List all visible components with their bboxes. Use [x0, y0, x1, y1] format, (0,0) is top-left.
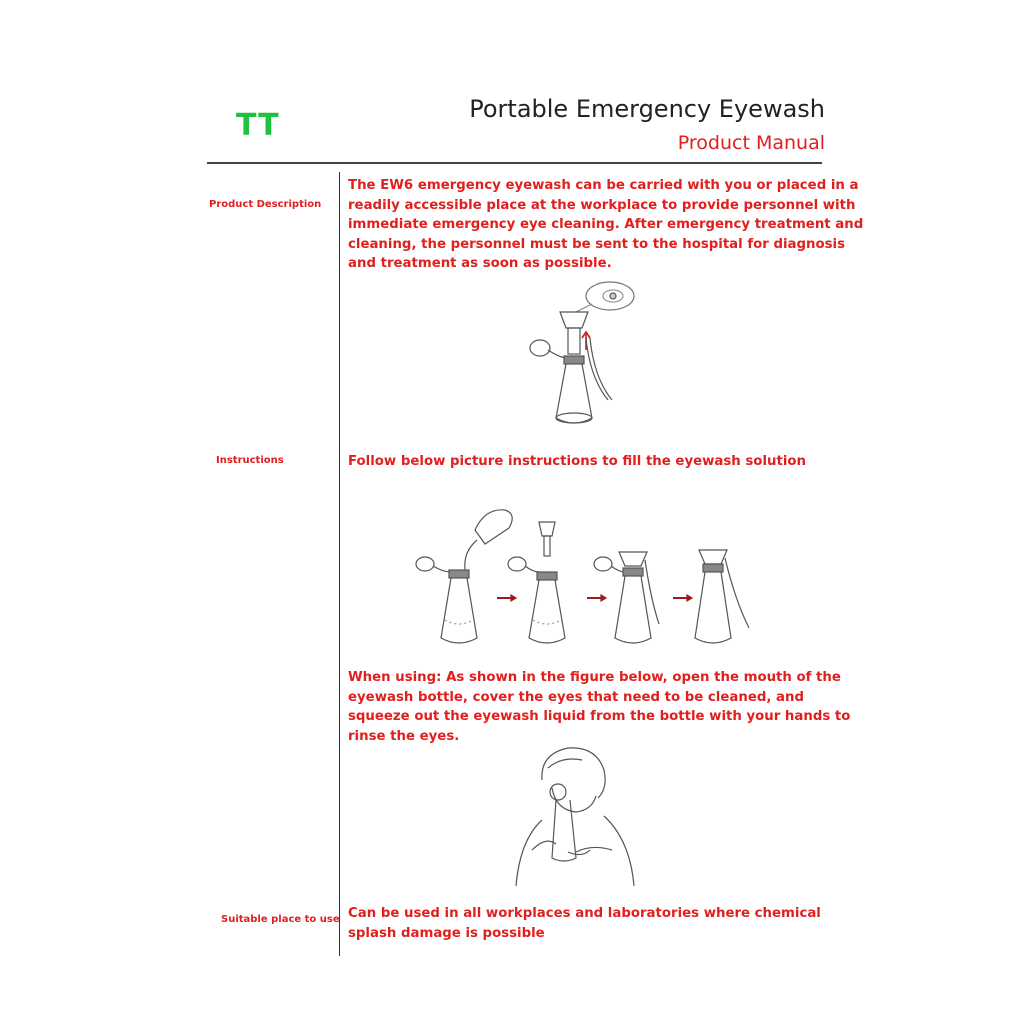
- product-description-text: The EW6 emergency eyewash can be carried with you or placed in a readily accessible place at the workplace to provide personnel with immediate emergency eye cleaning. After emergency treatment and cleaning, the personnel must be sent to the hospital for diagnosis and treatment as soon as possible.: [348, 178, 864, 272]
- fill-instructions-text: Follow below picture instructions to fill the eyewash solution: [348, 454, 806, 469]
- step-2-cap: [508, 522, 565, 643]
- section-label-suitable-place: Suitable place to use: [221, 914, 340, 925]
- document-title: Portable Emergency Eyewash: [469, 95, 825, 123]
- column-divider: [339, 172, 340, 956]
- person-using-eyewash-illustration: [512, 740, 640, 888]
- document-subtitle: Product Manual: [677, 132, 825, 154]
- step-1-pour: [416, 510, 512, 643]
- eyewash-bottle-illustration: [520, 278, 650, 430]
- section-label-product-description: Product Description: [209, 199, 322, 210]
- header-divider: [207, 162, 822, 164]
- section-label-instructions: Instructions: [216, 455, 284, 466]
- filling-steps-illustration: [405, 500, 765, 650]
- usage-instructions-text: When using: As shown in the figure below, open the mouth of the eyewash bottle, cover the eyes that need to be cleaned, and squeeze out the eyewash liquid from the bottle with your hands to rinse the eyes.: [348, 670, 851, 744]
- suitable-place-text: Can be used in all workplaces and laboratories where chemical splash damage is possible: [348, 906, 821, 941]
- brand-logo: TT: [236, 108, 280, 143]
- step-4-ready: [695, 550, 749, 643]
